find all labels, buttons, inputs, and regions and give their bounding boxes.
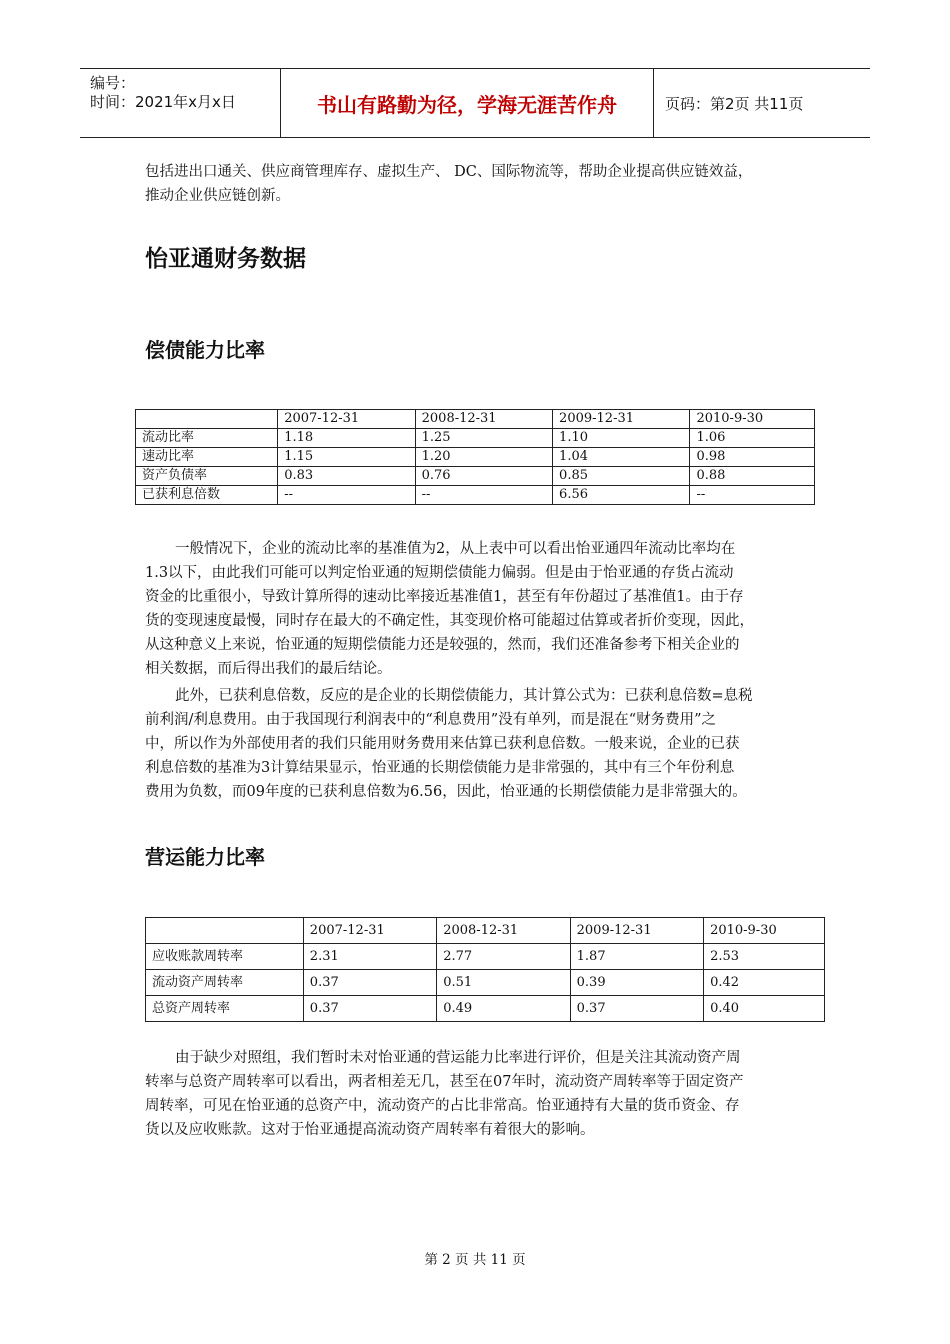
- table-row: 已获利息倍数 -- -- 6.56 --: [136, 486, 815, 505]
- solvency-heading: 偿债能力比率: [145, 338, 265, 362]
- operating-paragraph: 由于缺少对照组，我们暂时未对怡亚通的营运能力比率进行评价，但是关注其流动资产周 转率与总资产周转率可以看出，两者相差无几，甚至在07年时，流动资产周转率等于固定资产 周转率，可见在怡亚通的总资产中，流动资产的占比非常高。怡亚通持有大量的货币资金、存 货以及应收账款。这对于怡亚通提高流动资产周转率有着很大的影响。: [145, 1050, 744, 1138]
- header-meta: [80, 69, 280, 137]
- operating-table: [145, 917, 825, 1022]
- table-row: 资产负债率 0.83 0.76 0.85 0.88: [136, 467, 815, 486]
- header-page-info: 页码：第2页 共11页: [665, 94, 804, 113]
- table-row: 流动资产周转率 0.37 0.51 0.39 0.42: [146, 970, 825, 996]
- solvency-table: [135, 409, 815, 505]
- intro-paragraph: 包括进出口通关、供应商管理库存、虚拟生产、 DC、国际物流等，帮助企业提高供应链效益， 推动企业供应链创新。: [145, 164, 753, 204]
- section-title: 怡亚通财务数据: [145, 246, 306, 272]
- solvency-paragraph-2: 此外，已获利息倍数，反应的是企业的长期偿债能力，其计算公式为：已获利息倍数=息税 前利润/利息费用。由于我国现行利润表中的“利息费用”没有单列，而是混在“财务费用”之 中，所以作为外部使用者的我们只能用财务费用来估算已获利息倍数。一般来说，企业的已获 利息倍数的基准为3计算结果显示，怡亚通的长期偿债能力是非常强的，其中有三个年份利息 费用为负数，而09年度的已获利息倍数为6.56，因此，怡亚通的长期偿债能力是非常强大的。: [145, 688, 753, 800]
- table-row: 应收账款周转率 2.31 2.77 1.87 2.53: [146, 944, 825, 970]
- table-row: 流动比率 1.18 1.25 1.10 1.06: [136, 429, 815, 448]
- table-row: 总资产周转率 0.37 0.49 0.37 0.40: [146, 996, 825, 1022]
- doc-id-label: 编号：: [90, 74, 136, 92]
- page-header: [80, 68, 870, 138]
- table-header-row: 2007-12-31 2008-12-31 2009-12-31 2010-9-30: [136, 410, 815, 429]
- table-header-row: 2007-12-31 2008-12-31 2009-12-31 2010-9-30: [146, 918, 825, 944]
- table-row: 速动比率 1.15 1.20 1.04 0.98: [136, 448, 815, 467]
- page-footer: 第 2 页 共 11 页: [424, 1252, 526, 1268]
- header-motto: 书山有路勤为径，学海无涯苦作舟: [280, 69, 654, 137]
- doc-date: 时间：2021年x月x日: [90, 93, 236, 111]
- solvency-paragraph-1: 一般情况下，企业的流动比率的基准值为2，从上表中可以看出怡亚通四年流动比率均在 1.3以下，由此我们可能可以判定怡亚通的短期偿债能力偏弱。但是由于怡亚通的存货占流动 资金的比重很小，导致计算所得的速动比率接近基准值1，甚至有年份超过了基准值1。由于存 货的变现速度最慢，同时存在最大的不确定性，其变现价格可能超过估算或者折价变现，因此， 从这种意义上来说，怡亚通的短期偿债能力还是较强的，然而，我们还准备参考下相关企业的 相关数据，而后得出我们的最后结论。: [145, 541, 754, 677]
- operating-heading: 营运能力比率: [145, 845, 265, 869]
